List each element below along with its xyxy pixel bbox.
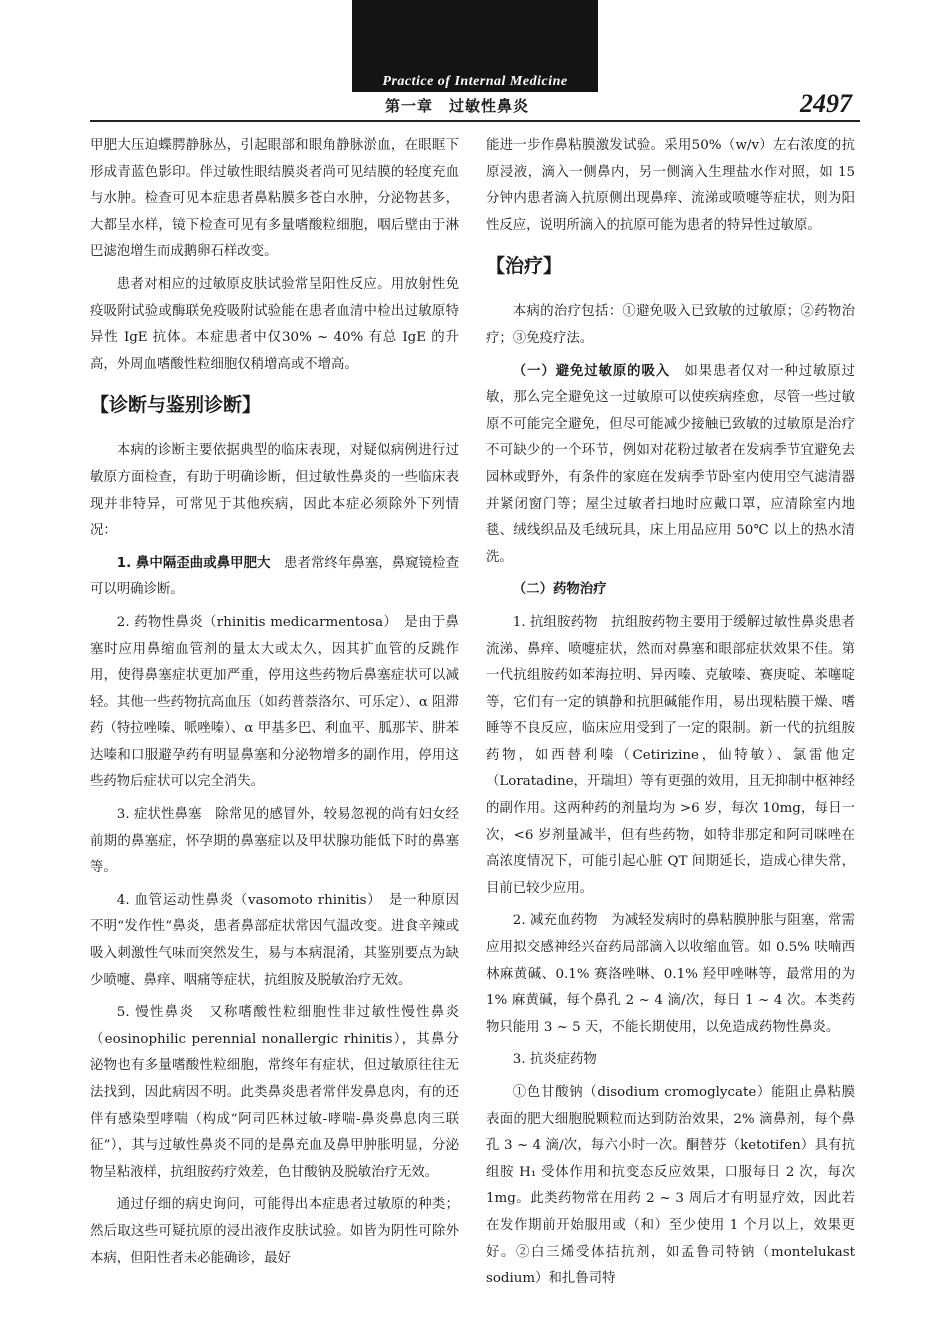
list-item: 1. 抗组胺药物 抗组胺药物主要用于缓解过敏性鼻炎患者流涕、鼻痒、喷嚏症状，然而对鼻塞和眼部症状效果不佳。第一代抗组胺药如苯海拉明、异丙嗪、克敏嗪、赛庚啶、苯噻啶等，它们有一定的镇静和抗胆碱能作用，易出现粘膜干燥、嗜睡等不良反应，临床应用受到了一定的限制。新一代的抗组胺药物，如西替利嗪（Cetirizine，仙特敏）、氯雷他定（Loratadine，开瑞坦）等有更强的效用，且无抑制中枢神经的副作用。这两种药的剂量均为 >6 岁，每次 10mg，每日一次，<6 岁剂量减半，但有些药物，如特非那定和阿司咪唑在高浓度情况下，可能引起心脏 QT 间期延长，造成心律失常，目前已较少应用。 — [486, 614, 855, 896]
paragraph: 本病的诊断主要依据典型的临床表现，对疑似病例进行过敏原方面检查，有助于明确诊断，但过敏性鼻炎的一些临床表现并非特异，可常见于其他疾病，因此本症必须除外下列情况： — [90, 443, 459, 539]
list-item: 1. 鼻中隔歪曲或鼻甲肥大 患者常终年鼻塞，鼻窥镜检查可以明确诊断。 — [90, 555, 459, 598]
header-rule — [90, 120, 860, 122]
subsection-title: （二）药物治疗 — [512, 582, 607, 598]
list-item: 2. 减充血药物 为减轻发病时的鼻粘膜肿胀与阻塞，常需应用拟交感神经兴奋药局部滴入以收缩血管。如 0.5% 呋喃西林麻黄碱、0.1% 赛洛唑啉、0.1% 羟甲唑啉等，最常用的为 1% 麻黄碱，每个鼻孔 2 ~ 4 滴/次，每日 1 ~ 4 次。本类药物只能用 3 ~ 5 天，不能长期使用，以免造成药物性鼻炎。 — [486, 913, 855, 1035]
section-heading-treatment: 【治疗】 — [486, 255, 563, 278]
item-title: 1. 鼻中隔歪曲或鼻甲肥大 — [116, 555, 271, 571]
subsection-title: （一）避免过敏原的吸入 — [512, 363, 671, 379]
subsection: （一）避免过敏原的吸入 如果患者仅对一种过敏原过敏，那么完全避免这一过敏原可以使疾病痊愈，尽管一些过敏原不可能完全避免，但尽可能减少接触已致敏的过敏原是治疗不可缺少的一个环节，例如对花粉过敏者在发病季节宜避免去园林或野外，有条件的家庭在发病季节卧室内使用空气滤清器并紧闭窗门等；屋尘过敏者扫地时应戴口罩，应清除室内地毯、绒线织品及毛绒玩具，床上用品应用 50℃ 以上的热水清洗。 — [486, 363, 856, 565]
right-column — [486, 133, 855, 1299]
paragraph: ①色甘酸钠（disodium cromoglycate）能阻止鼻粘膜表面的肥大细胞脱颗粒而达到防治效果，2% 滴鼻剂，每个鼻孔 3 ~ 4 滴/次，每六小时一次。酮替芬（ketotifen）具有抗组胺 H₁ 受体作用和抗变态反应效果，口服每日 2 次，每次 1mg。此类药物常在用药 2 ~ 3 周后才有明显疗效，因此若在发作期前开始服用或（和）至少使用 1 个月以上，效果更好。②白三烯受体拮抗剂，如孟鲁司特钠（montelukast sodium）和扎鲁司特 — [486, 1085, 855, 1287]
paragraph: 能进一步作鼻粘膜激发试验。采用50%（w/v）左右浓度的抗原浸液，滴入一侧鼻内，另一侧滴入生理盐水作对照，如 15 分钟内患者滴入抗原侧出现鼻痒、流涕或喷嚏等症状，则为阳性反应，说明所滴入的抗原可能为患者的特异性过敏原。 — [486, 138, 855, 233]
journal-title: Practice of Internal Medicine — [382, 74, 568, 89]
paragraph: 通过仔细的病史询问，可能得出本症患者过敏原的种类；然后取这些可疑抗原的浸出液作皮肤试验。如皆为阴性可除外本病，但阳性者未必能确诊，最好 — [90, 1197, 459, 1266]
list-item: 4. 血管运动性鼻炎（vasomoto rhinitis） 是一种原因不明“发作性”鼻炎，患者鼻部症状常因气温改变。进食辛辣或吸入刺激性气味而突然发生，易与本病混淆，其鉴别要点为缺少喷嚏、鼻痒、咽痛等症状，抗组胺及脱敏治疗无效。 — [90, 892, 459, 988]
section-heading-diagnosis: 【诊断与鉴别诊断】 — [90, 394, 262, 417]
left-column — [90, 133, 459, 1278]
chapter-title: 第一章 过敏性鼻炎 — [385, 97, 530, 115]
list-item: 2. 药物性鼻炎（rhinitis medicarmentosa） 是由于鼻塞时应用鼻缩血管剂的量太大或太久，因其扩血管的反跳作用，使得鼻塞症状更加严重，停用这些药物后鼻塞症状可以减轻。其他一些药物抗高血压（如药普萘洛尔、可乐定）、α 阻滞药（特拉唑嗪、哌唑嗪）、α 甲基多巴、利血平、胍那苄、肼苯达嗪和口服避孕药有明显鼻塞和分泌物增多的副作用，停用这些药物后症状可以完全消失。 — [90, 614, 459, 790]
paragraph: 甲肥大压迫蝶腭静脉丛，引起眼部和眼角静脉淤血，在眼眶下形成青蓝色影印。伴过敏性眼结膜炎者尚可见结膜的轻度充血与水肿。检查可见本症患者鼻粘膜多苍白水肿，分泌物甚多，大都呈水样，镜下检查可见有多量嗜酸粒细胞，咽后壁由于淋巴滤泡增生而成鹅卵石样改变。 — [90, 138, 459, 260]
paragraph: 患者对相应的过敏原皮肤试验常呈阳性反应。用放射性免疫吸附试验或酶联免疫吸附试验能在患者血清中检出过敏原特异性 IgE 抗体。本症患者中仅30% ~ 40% 有总 IgE 的升高，外周血嗜酸性粒细胞仅稍增高或不增高。 — [90, 276, 459, 372]
list-item: 3. 症状性鼻塞 除常见的感冒外，较易忽视的尚有妇女经前期的鼻塞症，怀孕期的鼻塞症以及甲状腺功能低下时的鼻塞等。 — [90, 807, 459, 876]
list-item: 5. 慢性鼻炎 又称嗜酸性粒细胞性非过敏性慢性鼻炎（eosinophilic perennial nonallergic rhinitis），其鼻分泌物也有多量嗜酸性粒细胞，常终年有症状，但过敏原往往无法找到，因此病因不明。此类鼻炎患者常伴发鼻息肉，有的还伴有感染型哮喘（构成“阿司匹林过敏-哮喘-鼻炎鼻息肉三联征”），其与过敏性鼻炎不同的是鼻充血及鼻甲肿胀明显，分泌物呈粘液样，抗组胺药疗效差，色甘酸钠及脱敏治疗无效。 — [90, 1005, 459, 1180]
page-number: 2497 — [800, 89, 852, 118]
paragraph: 本病的治疗包括：①避免吸入已致敏的过敏原；②药物治疗；③免疫疗法。 — [486, 304, 855, 346]
list-item: 3. 抗炎症药物 — [512, 1052, 597, 1068]
